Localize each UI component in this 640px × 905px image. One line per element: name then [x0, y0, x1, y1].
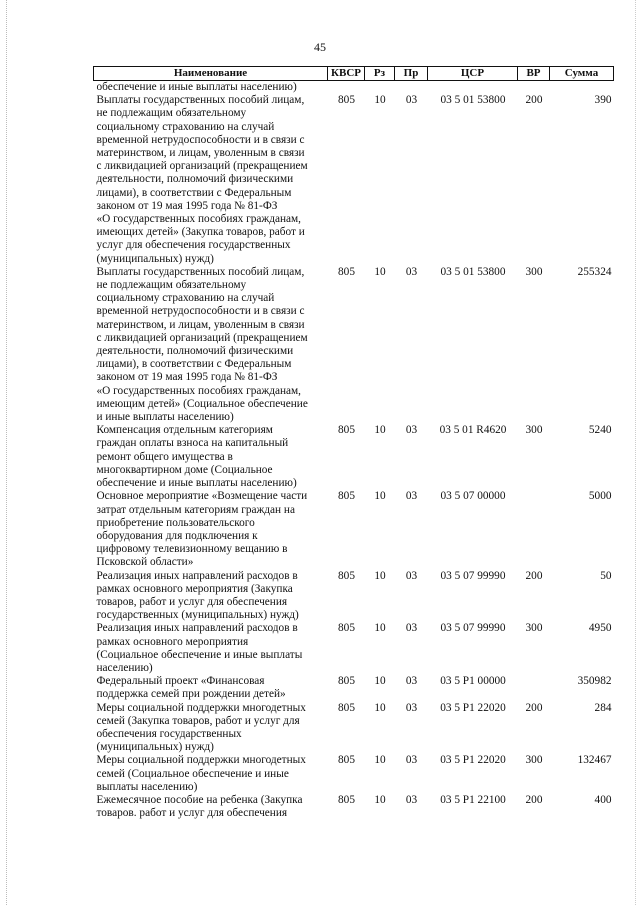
- row-sum-cell: 390: [594, 94, 612, 107]
- row-name-line: Выплаты государственных пособий лицам,: [96, 94, 305, 107]
- continuation-text: обеспечение и иные выплаты населению): [96, 81, 297, 93]
- row-sum-cell: 284: [594, 701, 612, 714]
- row-pr-cell: 03: [405, 424, 418, 437]
- row-name-line: многоквартирном доме (Социальное: [96, 463, 273, 476]
- row-rz-cell: 10: [374, 265, 386, 278]
- row-name-line: лицами), в соответствии с Федеральным: [96, 186, 292, 199]
- row-kvsr-cell: 805: [338, 701, 355, 714]
- row-name-line: с ликвидацией организаций (прекращением: [96, 160, 308, 173]
- row-csr-cell: 03 5 07 99990: [440, 569, 506, 582]
- row-name-line: семей (Социальное обеспечение и иные: [96, 767, 289, 780]
- row-name-line: не подлежащим обязательному: [96, 107, 247, 120]
- row-pr-cell: 03: [405, 569, 418, 582]
- row-name-line: Федеральный проект «Финансовая: [96, 675, 265, 688]
- row-vr-cell: 300: [525, 424, 543, 437]
- row-name-cell: [94, 424, 328, 490]
- row-rz-cell: 10: [374, 675, 386, 688]
- row-kvsr-cell: 805: [338, 675, 355, 688]
- table-row: [94, 794, 614, 820]
- row-vr-cell: 300: [525, 622, 543, 635]
- table-row: [94, 94, 614, 266]
- row-name-line: оборудования для подключения к: [96, 529, 258, 542]
- row-name-cell: [94, 675, 328, 701]
- row-pr-cell: 03: [405, 265, 418, 278]
- row-name-line: рамках основного мероприятия: [96, 635, 249, 648]
- row-name-line: Меры социальной поддержки многодетных: [96, 701, 306, 714]
- row-name-line: поддержка семей при рождении детей»: [96, 688, 286, 701]
- row-csr-cell: 03 5 P1 22020: [440, 754, 506, 767]
- table-row: [94, 702, 614, 755]
- row-name-line: материнством, и лицам, уволенным в связи: [96, 147, 305, 160]
- row-name-cell: [94, 570, 328, 623]
- row-rz-cell: 10: [374, 622, 386, 635]
- row-name-line: имеющих детей» (Закупка товаров, работ и: [96, 226, 305, 239]
- row-kvsr-cell: 805: [338, 569, 355, 582]
- row-name-line: граждан оплаты взноса на капитальный: [96, 437, 289, 450]
- row-name-line: социальному страхованию на случай: [96, 120, 275, 133]
- row-csr-cell: 03 5 01 53800: [440, 94, 506, 107]
- row-rz-cell: 10: [374, 754, 386, 767]
- header-vr: ВР: [518, 67, 550, 81]
- row-kvsr-cell: 805: [338, 490, 355, 503]
- table-row: [94, 622, 614, 675]
- table-row: [94, 266, 614, 424]
- header-name: Наименование: [94, 67, 328, 81]
- row-name-line: лицами), в соответствии с Федеральным: [96, 358, 292, 371]
- row-pr-cell: 03: [405, 793, 418, 806]
- row-name-line: Реализация иных направлений расходов в: [96, 622, 298, 635]
- row-name-line: Выплаты государственных пособий лицам,: [96, 265, 305, 278]
- row-name-cell: [94, 702, 328, 755]
- row-rz-cell: 10: [374, 490, 386, 503]
- page-number: 45: [314, 40, 326, 54]
- row-kvsr-cell: 805: [338, 424, 355, 437]
- row-name-line: имеющим детей» (Социальное обеспечение: [96, 397, 308, 410]
- row-name-line: (муниципальных) нужд): [96, 741, 214, 754]
- header-kvsr: КВСР: [328, 67, 365, 81]
- row-name-line: деятельности, полномочий физическими: [96, 345, 294, 358]
- row-rz-cell: 10: [374, 424, 386, 437]
- row-name-line: «О государственных пособиях гражданам,: [96, 384, 302, 397]
- header-rz: Рз: [365, 67, 395, 81]
- row-name-line: с ликвидацией организаций (прекращением: [96, 331, 308, 344]
- table-row: [94, 570, 614, 623]
- row-pr-cell: 03: [405, 675, 418, 688]
- row-name-line: государственных (муниципальных) нужд): [96, 609, 299, 622]
- row-sum-cell: 132467: [577, 754, 612, 767]
- row-kvsr-cell: 805: [338, 793, 355, 806]
- row-name-line: законом от 19 мая 1995 года № 81-ФЗ: [96, 371, 278, 384]
- row-name-cell: [94, 622, 328, 675]
- scan-edge-left: [6, 0, 7, 905]
- budget-table: [93, 66, 614, 820]
- row-sum-cell: 255324: [577, 265, 612, 278]
- table-header-row: [94, 67, 614, 81]
- row-rz-cell: 10: [374, 94, 386, 107]
- row-name-cell: [94, 266, 328, 424]
- row-name-line: законом от 19 мая 1995 года № 81-ФЗ: [96, 199, 278, 212]
- row-name-cell: [94, 490, 328, 569]
- header-pr: Пр: [395, 67, 428, 81]
- row-name-line: Меры социальной поддержки многодетных: [96, 754, 306, 767]
- row-pr-cell: 03: [405, 94, 418, 107]
- row-vr-cell: [518, 490, 550, 569]
- row-name-line: Псковской области»: [96, 556, 194, 569]
- row-name-line: «О государственных пособиях гражданам,: [96, 213, 302, 226]
- row-rz-cell: 10: [374, 701, 386, 714]
- row-sum-cell: 400: [594, 793, 612, 806]
- row-pr-cell: 03: [405, 754, 418, 767]
- row-name-line: населению): [96, 661, 153, 674]
- row-name-line: деятельности, полномочий физическими: [96, 173, 294, 186]
- row-sum-cell: 5000: [588, 490, 612, 503]
- row-vr-cell: 200: [525, 94, 543, 107]
- row-name-line: обеспечения государственных: [96, 727, 242, 740]
- row-kvsr-cell: 805: [338, 622, 355, 635]
- row-csr-cell: 03 5 01 R4620: [439, 424, 507, 437]
- row-csr-cell: 03 5 P1 22100: [440, 793, 506, 806]
- row-name-cell: [94, 794, 328, 820]
- row-rz-cell: 10: [374, 569, 386, 582]
- row-name-line: услуг для обеспечения государственных: [96, 239, 291, 252]
- row-vr-cell: [518, 675, 550, 701]
- table-row: [94, 490, 614, 569]
- row-csr-cell: 03 5 P1 00000: [440, 675, 506, 688]
- row-name-line: рамках основного мероприятия (Закупка: [96, 582, 293, 595]
- row-sum-cell: 350982: [577, 675, 612, 688]
- row-name-line: не подлежащим обязательному: [96, 279, 247, 292]
- row-vr-cell: 300: [525, 754, 543, 767]
- row-vr-cell: 200: [525, 701, 543, 714]
- table-row: [94, 675, 614, 701]
- row-vr-cell: 200: [525, 793, 543, 806]
- row-name-line: временной нетрудоспособности и в связи с: [96, 133, 305, 146]
- row-name-line: (Социальное обеспечение и иные выплаты: [96, 648, 303, 661]
- row-pr-cell: 03: [405, 490, 418, 503]
- row-name-line: Основное мероприятие «Возмещение части: [96, 490, 308, 503]
- row-name-cell: [94, 754, 328, 794]
- row-vr-cell: 200: [525, 569, 543, 582]
- row-kvsr-cell: 805: [338, 265, 355, 278]
- row-sum-cell: 50: [600, 569, 612, 582]
- row-name-line: приобретение пользовательского: [96, 516, 255, 529]
- table-row: [94, 424, 614, 490]
- row-rz-cell: 10: [374, 793, 386, 806]
- row-csr-cell: 03 5 07 99990: [440, 622, 506, 635]
- row-name-line: Компенсация отдельным категориям: [96, 424, 273, 437]
- table-body: [94, 81, 614, 821]
- row-name-line: (муниципальных) нужд): [96, 252, 214, 265]
- row-name-line: затрат отдельным категориям граждан на: [96, 503, 295, 516]
- row-sum-cell: 4950: [588, 622, 612, 635]
- row-name-line: семей (Закупка товаров, работ и услуг для: [96, 714, 300, 727]
- row-pr-cell: 03: [405, 622, 418, 635]
- row-kvsr-cell: 805: [338, 754, 355, 767]
- row-name-line: цифровому телевизионному вещанию в: [96, 543, 288, 556]
- row-name-line: Ежемесячное пособие на ребенка (Закупка: [96, 793, 303, 806]
- row-name-cell: [94, 94, 328, 266]
- row-csr-cell: 03 5 01 53800: [440, 265, 506, 278]
- header-sum: Сумма: [550, 67, 614, 81]
- row-pr-cell: 03: [405, 701, 418, 714]
- row-name-line: ремонт общего имущества в: [96, 450, 233, 463]
- row-name-line: товаров, работ и услуг для обеспечения: [96, 595, 288, 608]
- row-name-line: временной нетрудоспособности и в связи с: [96, 305, 305, 318]
- table-row: [94, 754, 614, 794]
- row-kvsr-cell: 805: [338, 94, 355, 107]
- row-name-line: материнством, и лицам, уволенным в связи: [96, 318, 305, 331]
- row-vr-cell: 300: [525, 265, 543, 278]
- header-csr: ЦСР: [428, 67, 518, 81]
- row-csr-cell: 03 5 P1 22020: [440, 701, 506, 714]
- row-name-line: и иные выплаты населению): [96, 411, 234, 424]
- continuation-row: [94, 81, 614, 95]
- row-name-line: товаров. работ и услуг для обеспечения: [96, 807, 288, 820]
- row-csr-cell: 03 5 07 00000: [440, 490, 506, 503]
- row-name-line: Реализация иных направлений расходов в: [96, 569, 298, 582]
- row-name-line: обеспечение и иные выплаты населению): [96, 477, 297, 490]
- row-name-line: выплаты населению): [96, 780, 198, 793]
- row-name-line: социальному страхованию на случай: [96, 292, 275, 305]
- scan-edge-right: [635, 0, 636, 905]
- row-sum-cell: 5240: [588, 424, 612, 437]
